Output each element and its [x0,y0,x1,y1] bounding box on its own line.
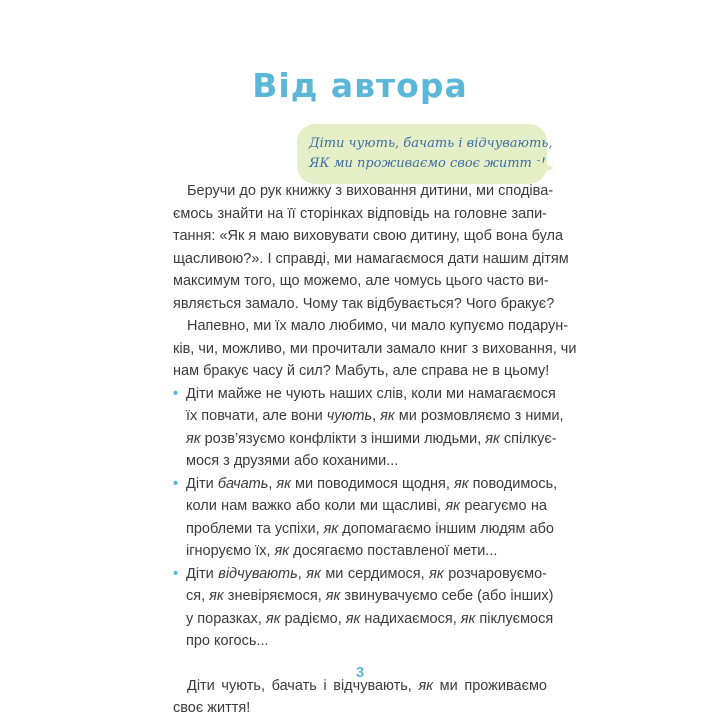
page-number: 3 [355,664,365,681]
text-line: • Діти відчувають, як ми сердимося, як розчаровуємо- [173,563,547,586]
body-text [173,180,577,720]
text-line: коли нам важко або коли ми щасливі, як реагуємо на [186,498,547,514]
speech-bubble-tail [532,158,554,178]
bullet-marker: • [173,565,179,582]
text-line: мося з друзями або коханими... [186,453,399,469]
text-line: тання: «Як я маю виховувати свою дитину, щоб вона була [173,228,564,244]
text-line: Беручи до рук книжку з виховання дитини, ми сподіва- [187,183,554,199]
text-line: про когось... [186,633,269,649]
text-line: проблеми та успіхи, як допомагаємо іншим людям або [186,520,554,537]
epigraph-callout [297,124,553,184]
page-title: Від автора [252,66,468,105]
text-line: нам бракує часу й сил? Мабуть, але справа не в цьому! [173,363,550,379]
text-line: як розв’язуємо конфлікти з іншими людьми, як спілкує- [186,430,557,447]
paragraph-intro [173,180,569,315]
text-line: у поразках, як радіємо, як надихаємося, як піклуємося [186,610,554,627]
text-line: ків, чи, можливо, ми прочитали замало книг з виховання, чи [173,340,577,357]
text-line: їх повчати, але вони чують, як ми розмовляємо з ними, [186,408,564,424]
bullet-marker: • [173,475,179,492]
paragraph-closing [173,675,547,720]
text-line: Діти чують, бачать і відчувають, як ми проживаємо [187,677,547,694]
text-line: Напевно, ми їх мало любимо, чи мало купуємо подарун- [187,318,569,334]
text-line: ігноруємо їх, як досягаємо поставленої мети... [186,543,498,559]
text-line: • Діти майже не чують наших слів, коли ми намагаємося [173,383,547,406]
text-line: щасливою?». І справді, ми намагаємося дати нашим дітям [173,250,569,267]
text-line: своє життя! [173,700,251,716]
epigraph-line-1: Діти чують, бачать і відчувають, [309,136,553,151]
text-line: являється замало. Чому так відбувається? Чого бракує? [173,295,555,312]
paragraph-question [173,315,577,383]
text-line: ся, як зневіряємося, як звинувачуємо себе (або інших) [186,588,554,604]
text-line: максимум того, що можемо, але чомусь цього часто ви- [173,273,549,289]
epigraph-line-2: ЯК ми проживаємо своє життя! [309,156,546,171]
bullet-item-see [173,473,558,563]
bullet-item-hear [173,383,564,473]
text-line: ємось знайти на її сторінках відповідь на головне запи- [173,205,547,222]
text-line: • Діти бачать, як ми поводимося щодня, як поводимось, [173,473,547,496]
bullet-marker: • [173,385,179,402]
bullet-item-feel [173,563,554,653]
